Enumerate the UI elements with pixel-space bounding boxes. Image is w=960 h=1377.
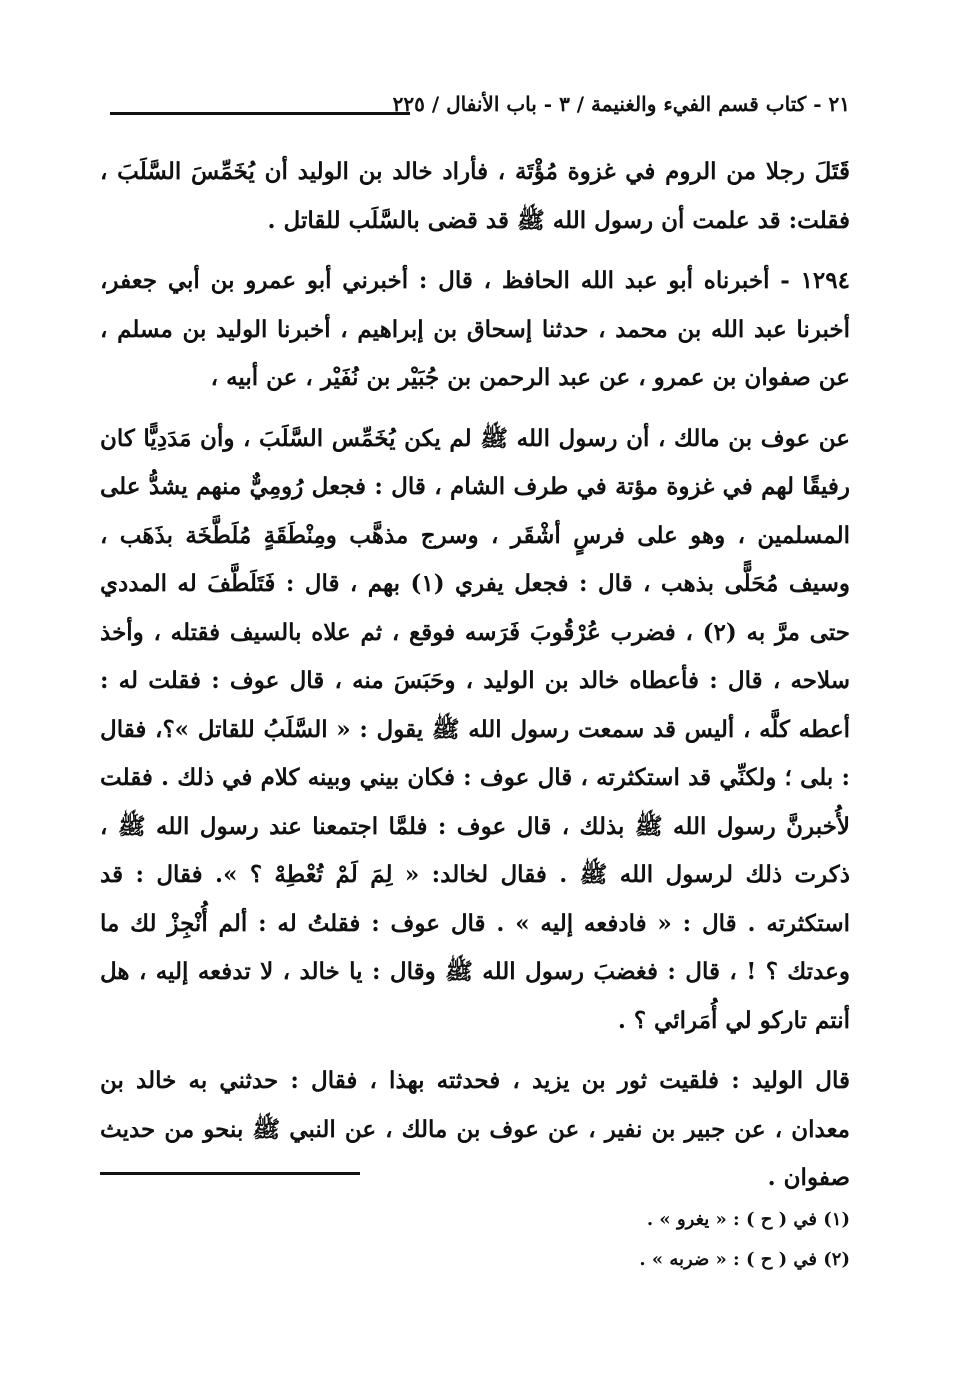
footnotes bbox=[100, 1200, 850, 1280]
footnote-2: (٢) في ( ح ) : « ضربه » . bbox=[639, 1249, 850, 1270]
paragraph-al-walid: قال الوليد : فلقيت ثور بن يزيد ، فحدثته بهذا ، فقال : حدثني به خالد بن معدان ، عن جبير بن نفير ، عن عوف بن مالك ، عن النبي ﷺ بنحو من حديث صفوان . bbox=[100, 1067, 850, 1191]
main-text bbox=[100, 148, 850, 1215]
running-header bbox=[110, 90, 850, 130]
footnote-1: (١) في ( ح ) : « يغرو » . bbox=[646, 1209, 850, 1230]
footnote-separator bbox=[100, 1172, 360, 1175]
running-head-text: ٢١ - كتاب قسم الفيء والغنيمة / ٣ - باب الأنفال / ٢٢٥ bbox=[392, 92, 850, 116]
paragraph-hadith-matn: عن عوف بن مالك ، أن رسول الله ﷺ لم يكن يُخَمِّس السَّلَبَ ، وأن مَدَدِيًّا كان رفيقًا لهم في غزوة مؤتة في طرف الشام ، قال : فجعل رُومِيٌّ منهم يشدُّ على المسلمين ، وهو على فرسٍ أشْقَر ، وسرج مذهَّب ومِنْطَقَةٍ مُلَطَّخَة بذَهَب ، وسيف مُحَلًّى بذهب ، قال : فجعل يفري (١) بهم ، قال : فَتَلَطَّفَ له المددي حتى مرَّ به (٢) ، فضرب عُرْقُوبَ فَرَسه فوقع ، ثم علاه بالسيف فقتله ، وأخذ سلاحه ، قال : فأعطاه خالد بن الوليد ، وحَبَسَ منه ، قال عوف : فقلت له : أعطه كلَّه ، أليس قد سمعت رسول الله ﷺ يقول : « السَّلَبُ للقاتل »؟، فقال : بلى ؛ ولكنِّي قد استكثرته ، قال عوف : فكان بيني وبينه كلام في ذلك . فقلت لأُخبرنَّ رسول الله ﷺ بذلك ، قال عوف : فلمَّا اجتمعنا عند رسول الله ﷺ ، ذكرت ذلك لرسول الله ﷺ . فقال لخالد: « لِمَ لَمْ تُعْطِهْ ؟ ». فقال : قد استكثرته . قال : « فادفعه إليه » . قال عوف : فقلتُ له : ألم أُنْجِزْ لك ما وعدتك ؟ ! ، قال : فغضبَ رسول الله ﷺ وقال : يا خالد ، لا تدفعه إليه ، هل أنتم تاركو لي أُمَرائي ؟ . bbox=[100, 424, 851, 1034]
paragraph-continuation: قَتَلَ رجلا من الروم في غزوة مُؤْتَة ، فأراد خالد بن الوليد أن يُخَمِّسَ السَّلَبَ ، فقلت: قد علمت أن رسول الله ﷺ قد قضى بالسَّلَب للقاتل . bbox=[100, 158, 850, 234]
paragraph-hadith-1294-isnad: ١٢٩٤ - أخبرناه أبو عبد الله الحافظ ، قال : أخبرني أبو عمرو بن أبي جعفر، أخبرنا عبد الله بن محمد ، حدثنا إسحاق بن إبراهيم ، أخبرنا الوليد بن مسلم ، عن صفوان بن عمرو ، عن عبد الرحمن بن جُبَيْر بن نُفَيْر ، عن أبيه ، bbox=[100, 267, 850, 391]
header-rule bbox=[110, 112, 410, 115]
